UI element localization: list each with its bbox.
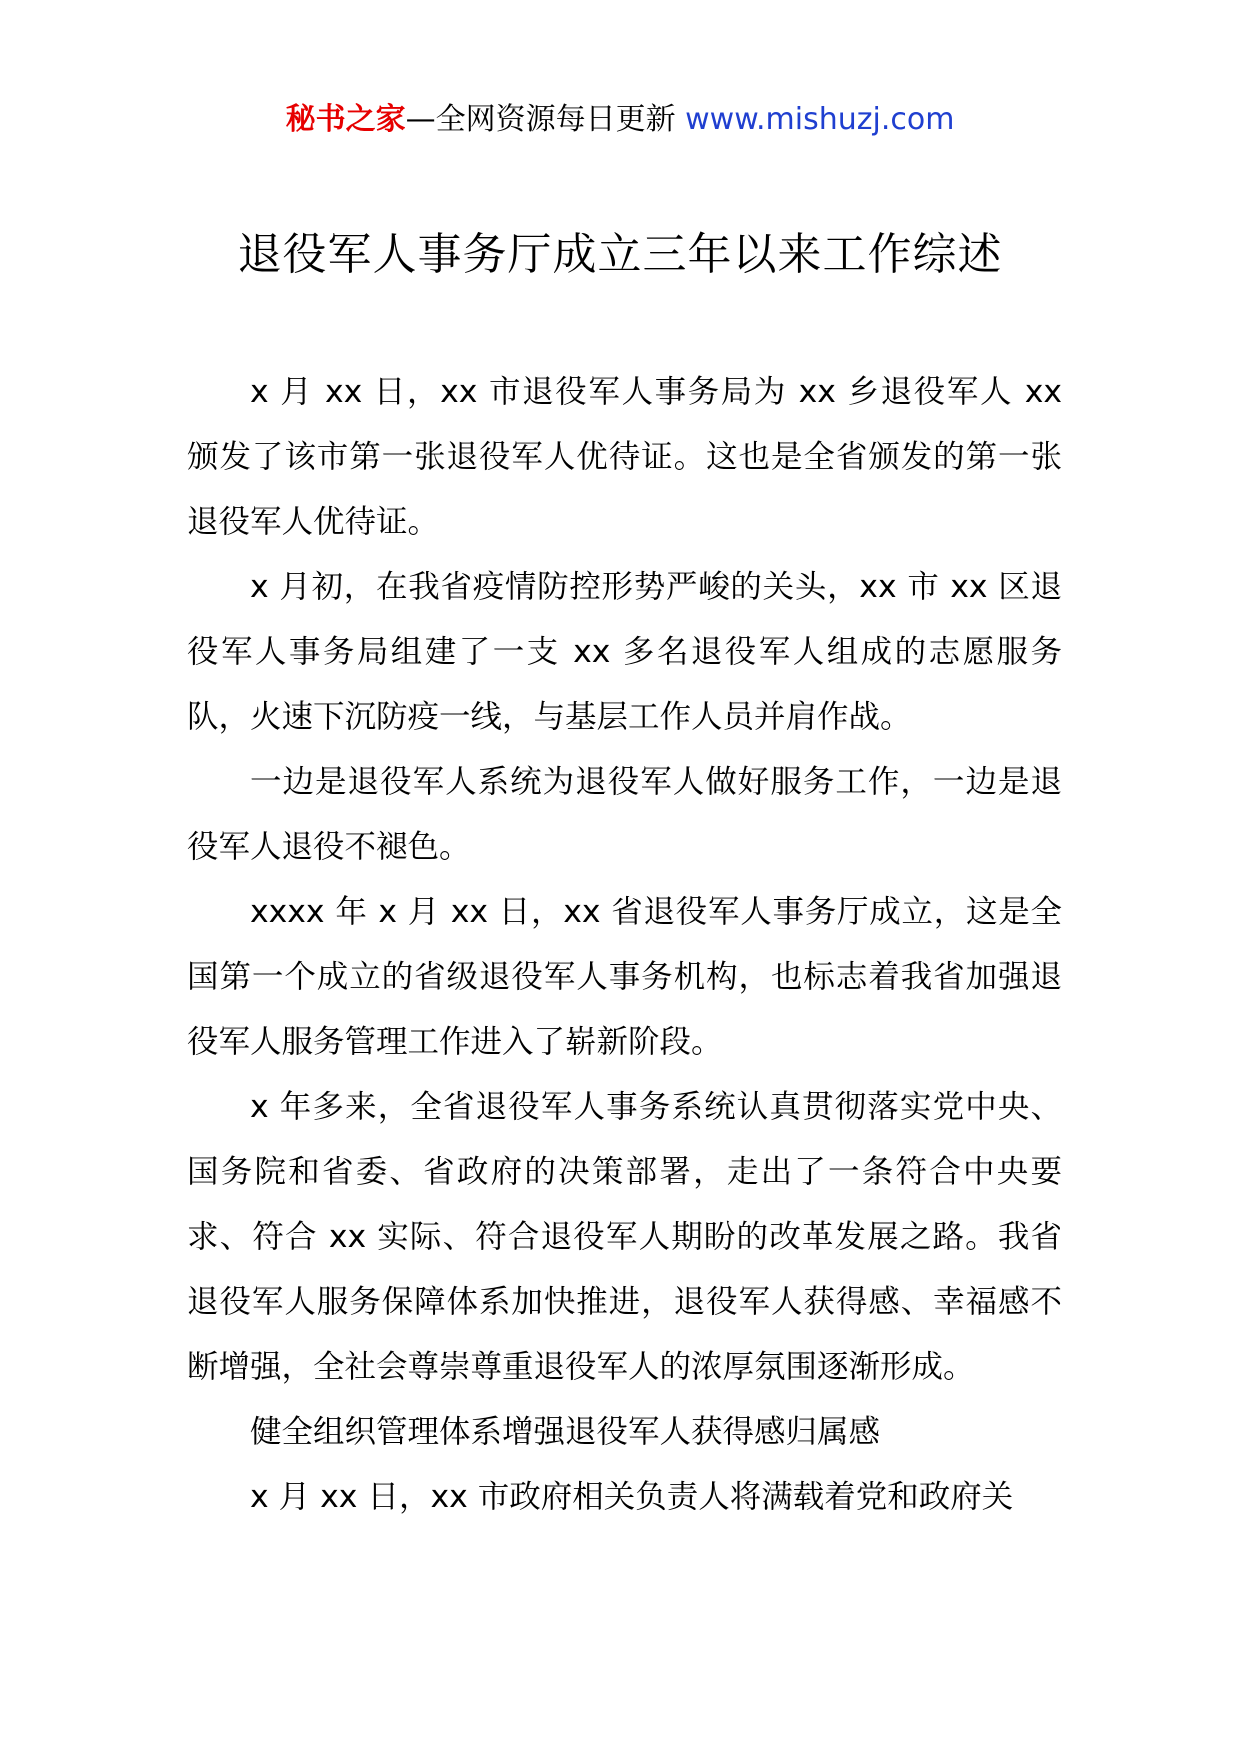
document-title: 退役军人事务厅成立三年以来工作综述 bbox=[237, 229, 1003, 280]
site-brand: 秘书之家 bbox=[285, 102, 406, 137]
site-tagline: —全网资源每日更新 bbox=[405, 102, 686, 137]
paragraph: 一边是退役军人系统为退役军人做好服务工作，一边是退役军人退役不褪色。 bbox=[187, 764, 1062, 865]
paragraph: x 月初，在我省疫情防控形势严峻的关头，xx 市 xx 区退役军人事务局组建了一支 xx 多名退役军人组成的志愿服务队，火速下沉防疫一线，与基层工作人员并肩作战。 bbox=[187, 569, 1062, 735]
section-heading: 健全组织管理体系增强退役军人获得感归属感 bbox=[250, 1414, 881, 1450]
site-url-link[interactable]: www.mishuzj.com bbox=[685, 102, 955, 137]
paragraph: xxxx 年 x 月 xx 日，xx 省退役军人事务厅成立，这是全国第一个成立的省级退役军人事务机构，也标志着我省加强退役军人服务管理工作进入了崭新阶段。 bbox=[187, 894, 1062, 1060]
paragraph: x 月 xx 日，xx 市政府相关负责人将满载着党和政府关 bbox=[250, 1479, 1014, 1515]
document-body bbox=[187, 360, 1062, 1530]
site-header bbox=[0, 100, 1240, 140]
paragraph: x 月 xx 日，xx 市退役军人事务局为 xx 乡退役军人 xx 颁发了该市第一张退役军人优待证。这也是全省颁发的第一张退役军人优待证。 bbox=[187, 374, 1062, 540]
paragraph: x 年多来，全省退役军人事务系统认真贯彻落实党中央、国务院和省委、省政府的决策部署，走出了一条符合中央要求、符合 xx 实际、符合退役军人期盼的改革发展之路。我省退役军人服务保障体系加快推进，退役军人获得感、幸福感不断增强，全社会尊崇尊重退役军人的浓厚氛围逐渐形成。 bbox=[187, 1089, 1062, 1385]
